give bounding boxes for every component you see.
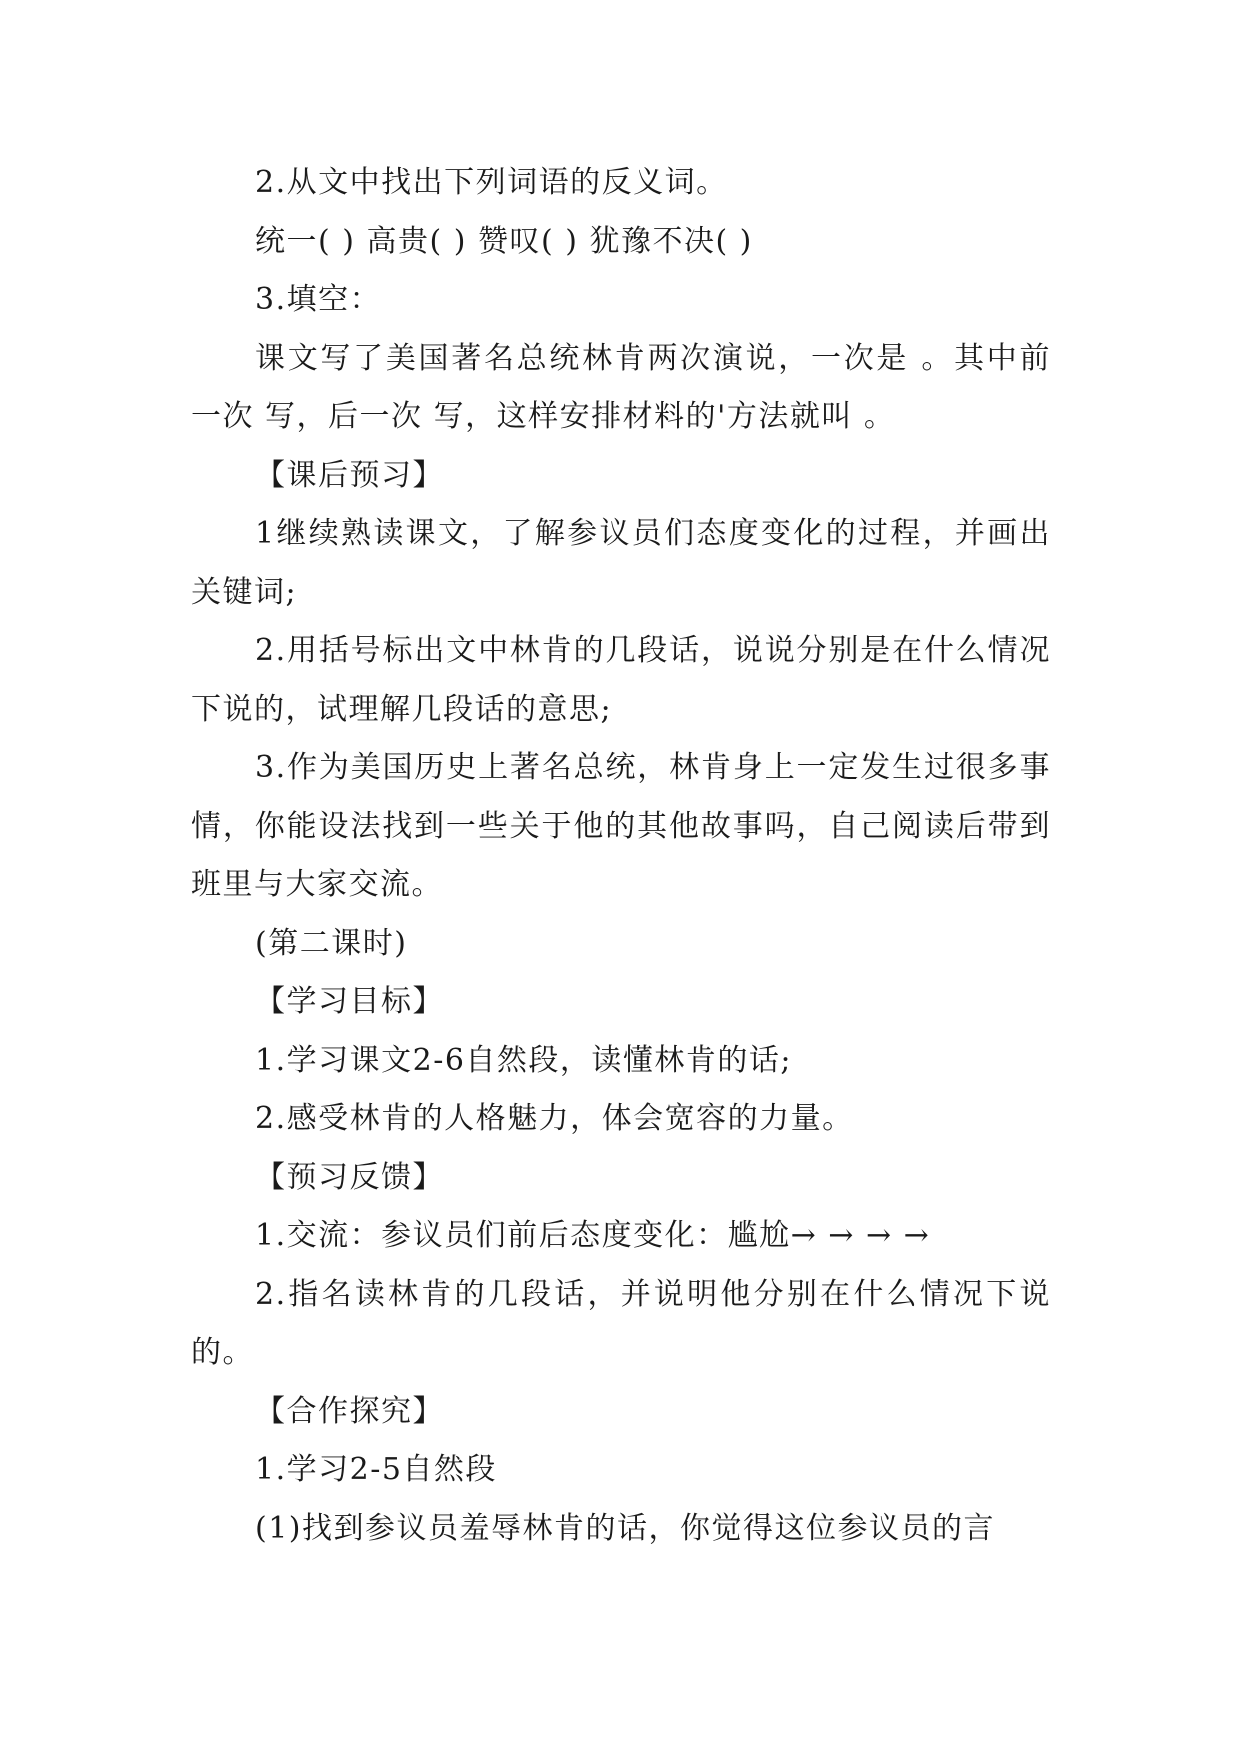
preview-item-1: 1继续熟读课文，了解参议员们态度变化的过程，并画出关键词; <box>191 516 1051 610</box>
lesson-two-label: (第二课时) <box>255 925 408 961</box>
section-heading-cooperation: 【合作探究】 <box>255 1393 444 1429</box>
section-heading-after-class: 【课后预习】 <box>255 457 444 493</box>
fill-blank-heading: 3.填空： <box>255 282 382 317</box>
section-heading-goals: 【学习目标】 <box>255 984 444 1019</box>
goal-item-1: 1.学习课文2-6自然段，读懂林肯的话; <box>255 1042 793 1078</box>
feedback-item-2: 2.指名读林肯的几段话，并说明他分别在什么情况下说的。 <box>191 1276 1051 1370</box>
cooperation-item-1: 1.学习2-5自然段 <box>255 1452 497 1487</box>
antonym-blanks: 统一( ) 高贵( ) 赞叹( ) 犹豫不决( ) <box>255 223 753 259</box>
preview-item-2: 2.用括号标出文中林肯的几段话，说说分别是在什么情况下说的，试理解几段话的意思; <box>191 633 1051 727</box>
feedback-item-1: 1.交流：参议员们前后态度变化：尴尬→ → → → <box>255 1218 931 1253</box>
fill-blank-question: 课文写了美国著名总统林肯两次演说，一次是 。其中前一次 写，后一次 写，这样安排材料的'方法就叫 。 <box>191 340 1051 434</box>
goal-item-2: 2.感受林肯的人格魅力，体会宽容的力量。 <box>255 1101 854 1136</box>
preview-item-3: 3.作为美国历史上著名总统，林肯身上一定发生过很多事情，你能设法找到一些关于他的其他故事吗，自己阅读后带到班里与大家交流。 <box>191 750 1051 902</box>
section-heading-feedback: 【预习反馈】 <box>255 1159 444 1195</box>
antonym-question: 2.从文中找出下列词语的反义词。 <box>255 165 728 200</box>
cooperation-subitem-1: (1)找到参议员羞辱林肯的话，你觉得这位参议员的言 <box>255 1510 995 1546</box>
document-body <box>191 154 1051 1558</box>
